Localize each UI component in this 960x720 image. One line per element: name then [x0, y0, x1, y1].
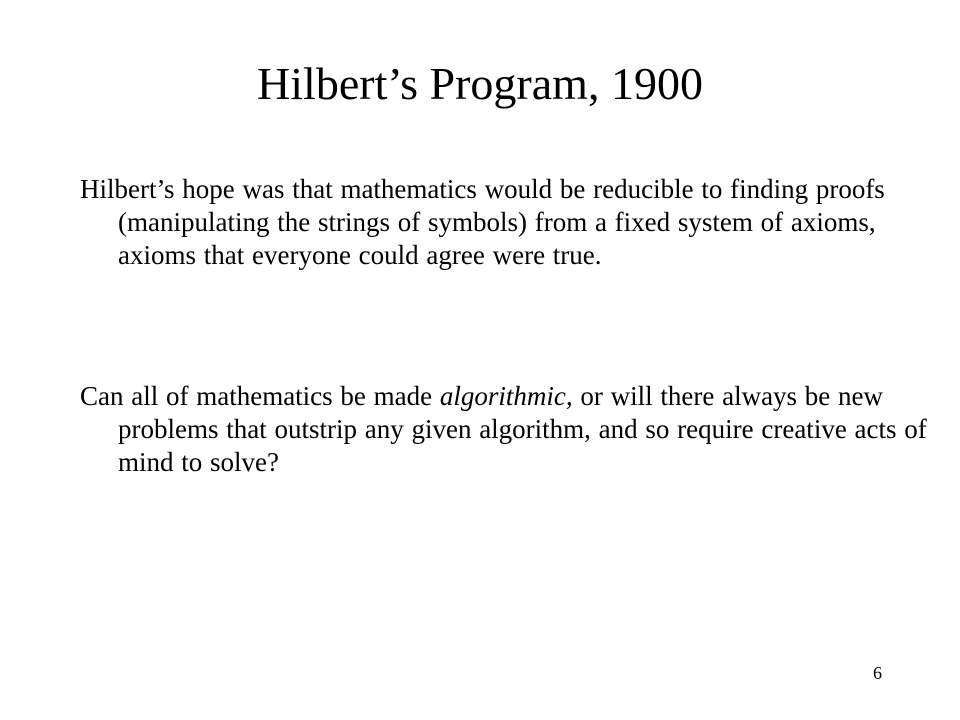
paragraph-algorithmic-question	[80, 380, 938, 479]
slide-title: Hilbert’s Program, 1900	[257, 58, 703, 109]
emphasis-algorithmic: algorithmic,	[439, 381, 573, 411]
paragraph-hilberts-hope: Hilbert’s hope was that mathematics would be reducible to finding proofs (manipulating the strings of symbols) from a fixed system of axioms, axioms that everyone could agree were true.	[80, 174, 885, 270]
paragraph-text-before: Can all of mathematics be made	[80, 381, 440, 411]
paragraph-text-after: or will there always be new problems that outstrip any given algorithm, and so require creative acts of mind to solve?	[118, 381, 927, 477]
slide-number: 6	[873, 663, 882, 683]
